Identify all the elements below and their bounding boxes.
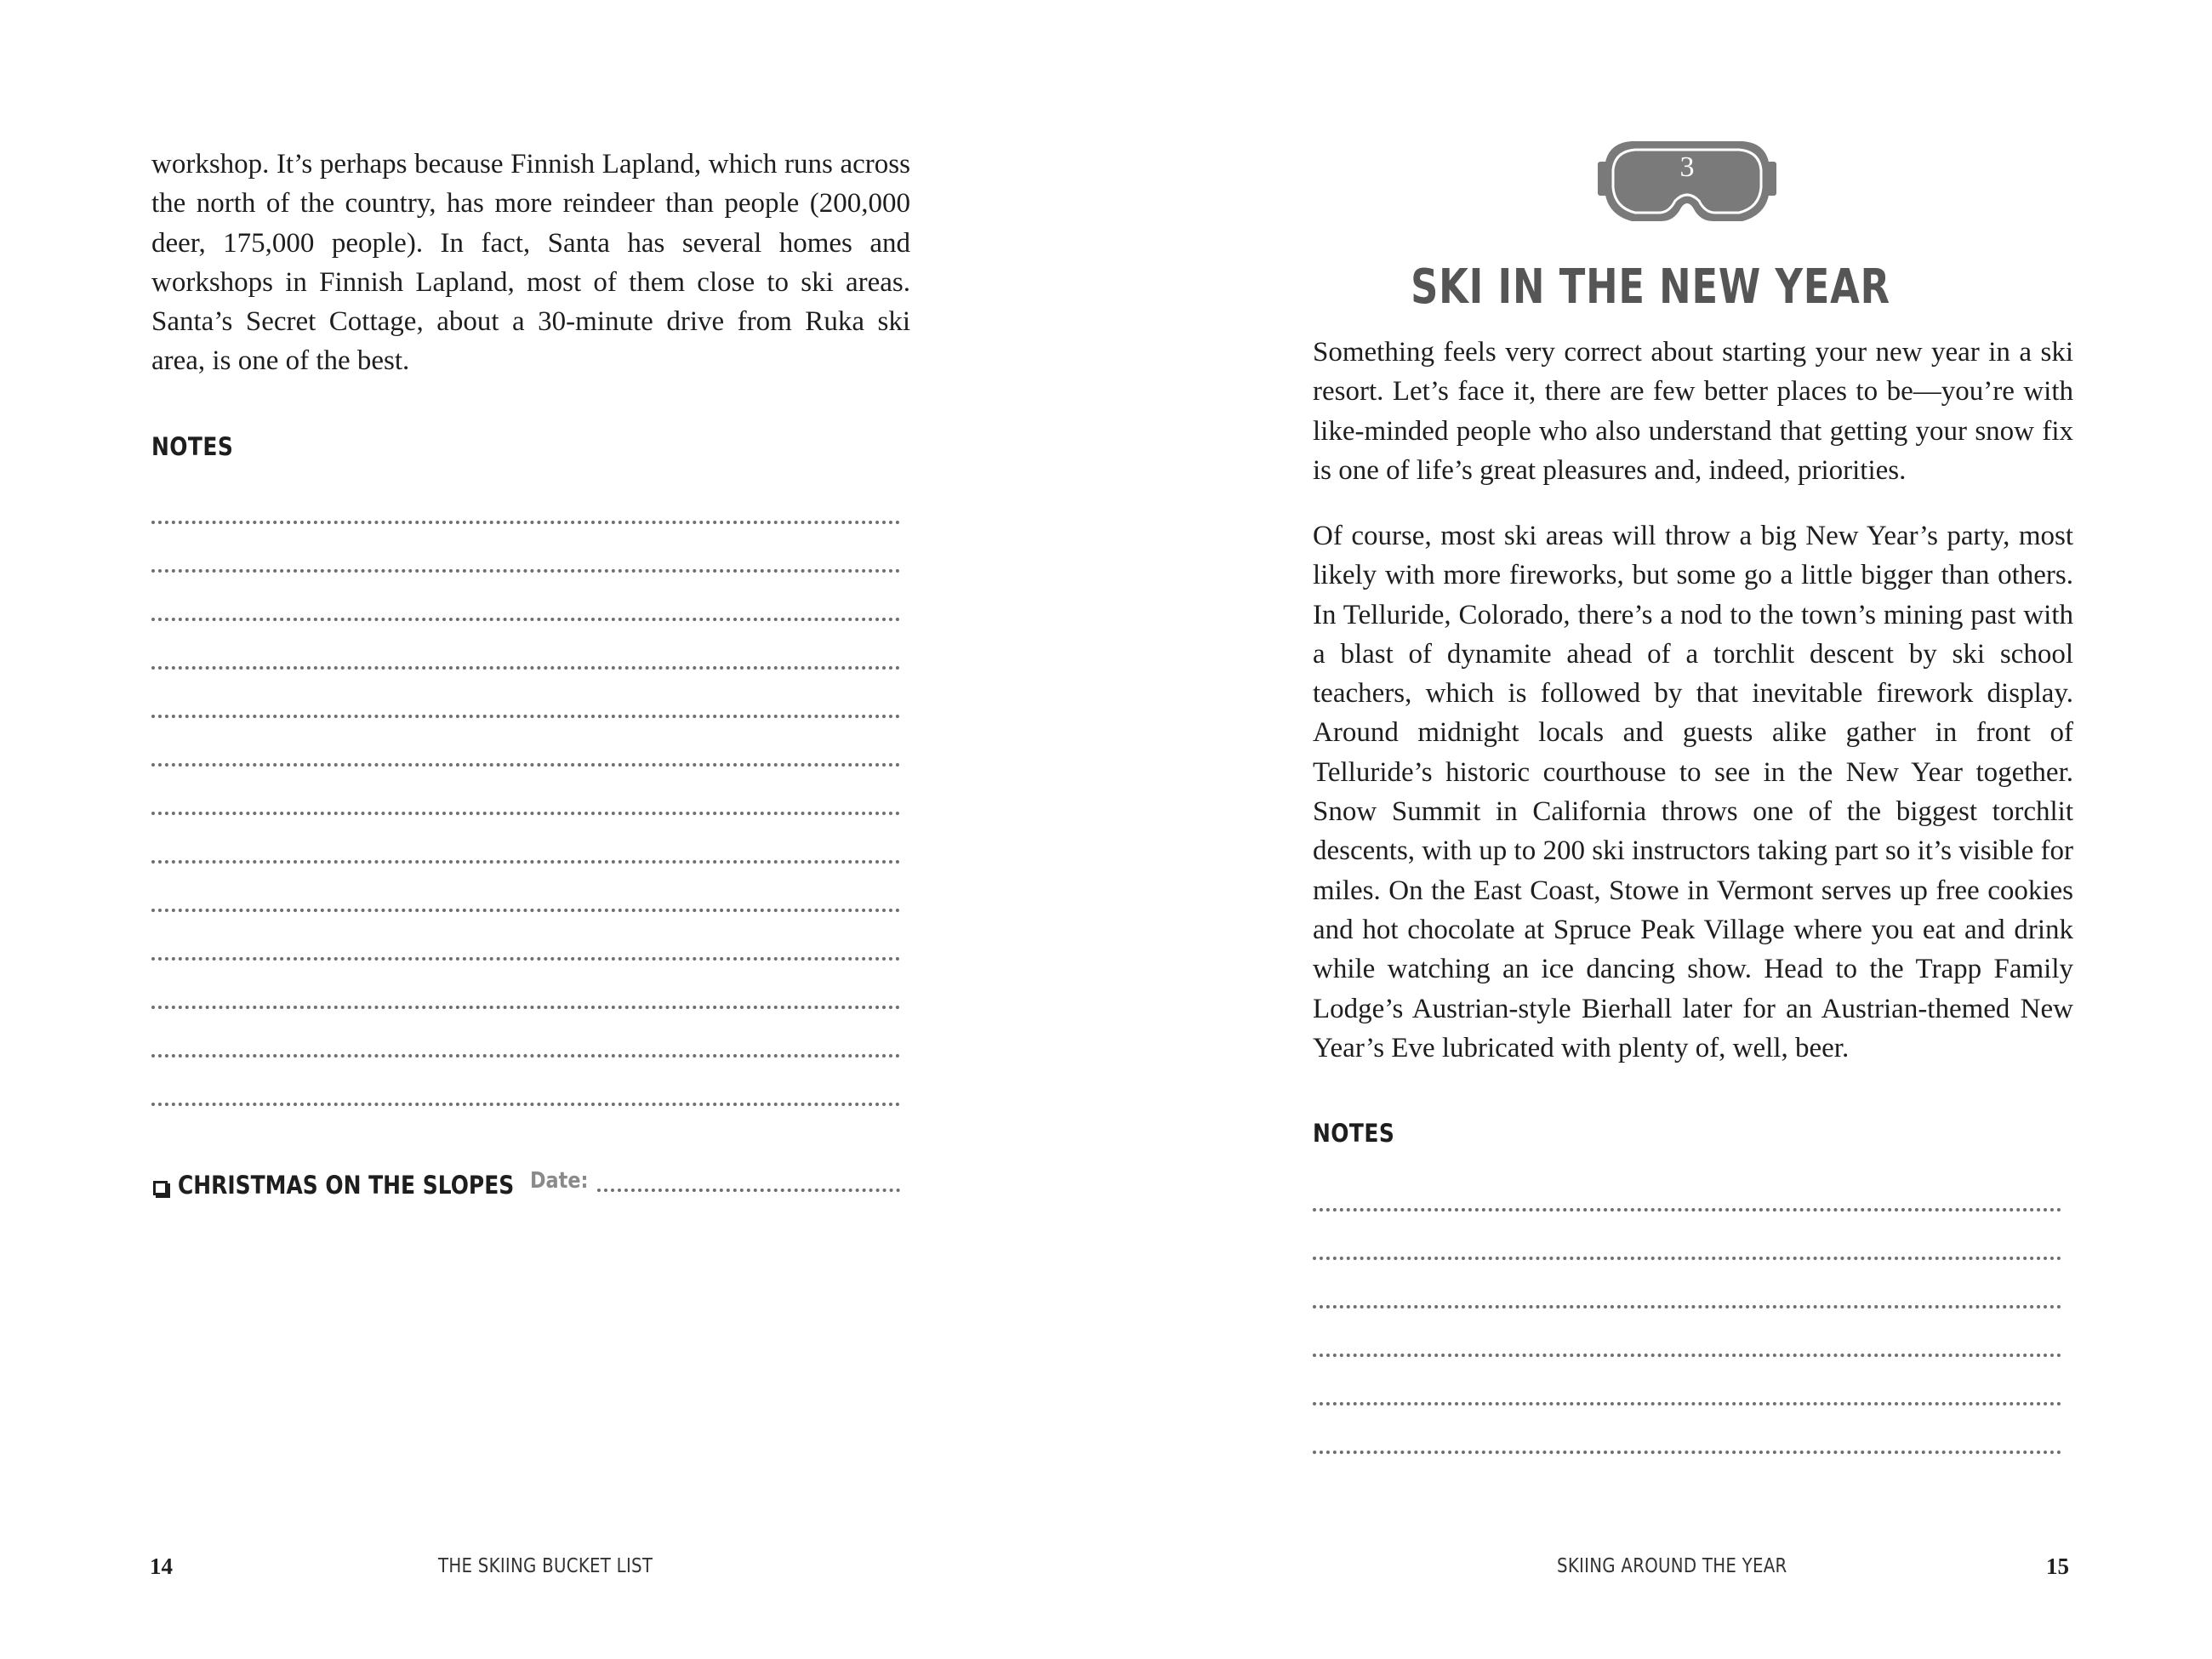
note-line[interactable] bbox=[151, 666, 900, 670]
checklist-item[interactable] bbox=[153, 1166, 569, 1200]
notes-heading: NOTES bbox=[1313, 1119, 1395, 1148]
note-line[interactable] bbox=[151, 957, 900, 961]
notes-heading: NOTES bbox=[151, 432, 234, 461]
note-line[interactable] bbox=[1313, 1402, 2061, 1405]
right-paragraph-2: Of course, most ski areas will throw a big New Year’s party, most likely with more fireworks, but some go a little bigger than others. In Telluride, Colorado, there’s a nod to the town’s mining past with a blast of dynamite ahead of a torchlit descent by ski school teachers, which is followed by that inevitable firework display. Around midnight locals and guests alike gather in front of Telluride’s historic courthouse to see in the New Year together. Snow Summit in California throws one of the biggest torchlit descents, with up to 200 ski instructors taking part so it’s visible for miles. On the East Coast, Stowe in Vermont serves up free cookies and hot chocolate at Spruce Peak Village where you eat and drink while watching an ice dancing show. Head to the Trapp Family Lodge’s Austrian-style Bierhall later for an Austrian-themed New Year’s Eve lubricated with plenty of, well, beer. bbox=[1313, 521, 2073, 1063]
chapter-title: SKI IN THE NEW YEAR bbox=[1411, 259, 1890, 315]
running-head: THE SKIING BUCKET LIST bbox=[438, 1555, 653, 1577]
chapter-number: 3 bbox=[1679, 151, 1695, 183]
note-line[interactable] bbox=[151, 812, 900, 815]
right-page bbox=[1106, 0, 2212, 1659]
date-label: Date: bbox=[530, 1168, 589, 1194]
note-line[interactable] bbox=[151, 1103, 900, 1106]
note-line[interactable] bbox=[1313, 1305, 2061, 1308]
note-line[interactable] bbox=[151, 521, 900, 524]
note-line[interactable] bbox=[151, 1006, 900, 1009]
note-line[interactable] bbox=[1313, 1208, 2061, 1211]
note-line[interactable] bbox=[1313, 1451, 2061, 1454]
checkbox[interactable] bbox=[153, 1181, 168, 1195]
page-number: 15 bbox=[2046, 1554, 2069, 1579]
note-line[interactable] bbox=[151, 909, 900, 912]
running-head: SKIING AROUND THE YEAR bbox=[1557, 1555, 1787, 1577]
note-line[interactable] bbox=[151, 618, 900, 621]
note-line[interactable] bbox=[1313, 1354, 2061, 1357]
chapter-badge bbox=[1598, 136, 1776, 230]
left-body-paragraph: workshop. It’s perhaps because Finnish Lapland, which runs across the north of the country, has more reindeer than people (200,000 deer, 175,000 people). In fact, Santa has several homes and workshops in Finnish Lapland, most of them close to ski areas. Santa’s Secret Cottage, about a 30-minute drive from Ruka ski area, is one of the best. bbox=[151, 149, 910, 377]
note-line[interactable] bbox=[151, 715, 900, 718]
note-line[interactable] bbox=[151, 569, 900, 573]
note-line[interactable] bbox=[1313, 1257, 2061, 1260]
page-number: 14 bbox=[150, 1554, 173, 1579]
note-line[interactable] bbox=[151, 1054, 900, 1058]
checklist-item-label: CHRISTMAS ON THE SLOPES bbox=[178, 1171, 515, 1200]
note-line[interactable] bbox=[151, 860, 900, 864]
note-line[interactable] bbox=[151, 763, 900, 767]
date-field[interactable] bbox=[597, 1189, 900, 1192]
right-paragraph-1: Something feels very correct about starting your new year in a ski resort. Let’s face it, there are few better places to be—you’re with like-minded people who also understand that getting your snow fix is one of life’s great pleasures and, indeed, priorities. bbox=[1313, 337, 2073, 486]
